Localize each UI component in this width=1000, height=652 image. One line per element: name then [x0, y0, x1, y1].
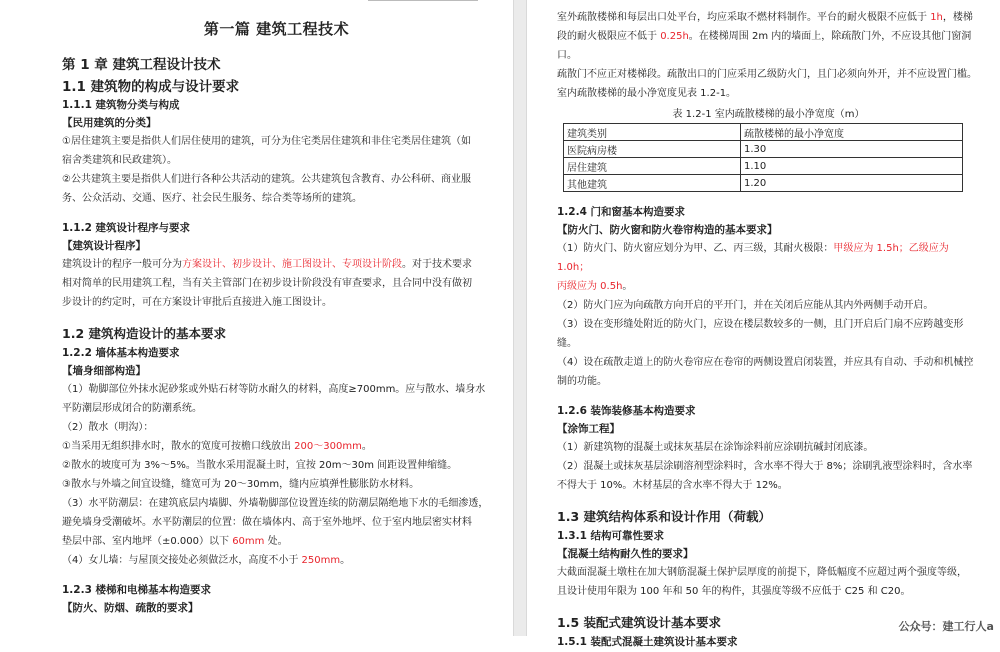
paragraph-line: （2）混凝土或抹灰基层涂刷溶剂型涂料时，含水率不得大于 8%；涂刷乳液型涂料时，含水率 [557, 461, 973, 472]
highlight-text: 丙级应为 0.5h [557, 281, 623, 292]
text-run: 。在楼梯周围 2m 内的墙面上，除疏散门外，不应设其他门窗洞口。 [557, 31, 972, 61]
text-run: 。 [622, 281, 633, 292]
page-gap [514, 0, 526, 636]
paragraph-line: （2）散水（明沟）： [62, 422, 154, 433]
subsection-1-2-2-title: 1.2.2 墙体基本构造要求 [62, 347, 180, 359]
paragraph-line: （1）勒脚部位外抹水泥砂浆或外贴石材等防水耐久的材料，高度≥700mm。应与散水、墙身水 [62, 384, 486, 395]
text-run: ①当采用无组织排水时，散水的宽度可按檐口线放出 [62, 441, 295, 452]
highlight-text: 250mm [301, 555, 341, 566]
text-run: （1）防火门、防火窗应划分为甲、乙、丙三级，其耐火极限： [557, 243, 834, 254]
section-1-2-title: 1.2 建筑构造设计的基本要求 [62, 326, 226, 341]
paragraph-line: ③散水与外墙之间宜设缝，缝宽可为 20～30mm，缝内应填弹性膨胀防水材料。 [62, 479, 420, 490]
bracket-heading-fire: 【防火、防烟、疏散的要求】 [62, 602, 199, 614]
subsection-1-2-4-title: 1.2.4 门和窗基本构造要求 [557, 206, 686, 218]
left-content [62, 10, 491, 617]
bracket-heading-wall: 【墙身细部构造】 [62, 365, 146, 377]
text-run: 。 [340, 555, 351, 566]
paragraph-line: （2）防火门应为向疏散方向开启的平开门，并在关闭后应能从其内外两侧手动开启。 [557, 300, 934, 311]
table-cell: 1.30 [741, 141, 963, 158]
table-cell: 1.20 [741, 175, 963, 192]
text-run: 。 [361, 441, 372, 452]
highlight-text: 甲级应为 1.5h；乙级应为 1.0h； [557, 243, 949, 273]
subsection-1-2-3-title: 1.2.3 楼梯和电梯基本构造要求 [62, 584, 212, 596]
section-1-5-title: 1.5 装配式建筑设计基本要求 [557, 615, 721, 630]
text-run: 。对于技术要求 [402, 259, 472, 270]
paragraph-line [557, 8, 980, 27]
paragraph-line: 大截面混凝土墩柱在加大钢筋混凝土保护层厚度的前提下，降低幅度不应超过两个强度等级， [557, 567, 967, 578]
stair-width-table [563, 123, 963, 192]
text-run: 段的耐火极限应不低于 [557, 31, 661, 42]
table-header-cell: 建筑类别 [564, 124, 741, 141]
paragraph-line: ①居住建筑主要是指供人们居住使用的建筑，可分为住宅类居住建筑和非住宅类居住建筑（如 [62, 136, 471, 147]
paragraph-line: 平防潮层形成闭合的防潮系统。 [62, 403, 202, 414]
paragraph-line [62, 437, 491, 456]
highlight-text: 60mm [232, 536, 265, 547]
paragraph-line: （3）水平防潮层：在建筑底层内墙脚、外墙勒脚部位设置连续的防潮层隔绝地下水的毛细渗透， [62, 498, 489, 509]
text-run: 处。 [264, 536, 288, 547]
table-cell: 其他建筑 [564, 175, 741, 192]
chapter-title: 第 1 章 建筑工程设计技术 [62, 57, 221, 73]
right-page [526, 0, 1000, 648]
paragraph-line [557, 27, 980, 65]
paragraph-line: 不得大于 10%。木材基层的含水率不得大于 12%。 [557, 480, 788, 491]
paragraph-line: 制的功能。 [557, 376, 607, 387]
text-run: 垫层中部、室内地坪（±0.000）以下 [62, 536, 233, 547]
table-cell: 医院病房楼 [564, 141, 741, 158]
text-run: 建筑设计的程序一般可分为 [62, 259, 182, 270]
section-1-3-title: 1.3 建筑结构体系和设计作用（荷载） [557, 509, 771, 524]
right-content [557, 8, 980, 652]
paragraph-line: 步设计的约定时，可在方案设计审批后直接进入施工图设计。 [62, 297, 332, 308]
text-run: ，楼梯 [942, 12, 973, 23]
subsection-1-1-1-title: 1.1.1 建筑物分类与构成 [62, 99, 180, 111]
subsection-1-1-2-title: 1.1.2 建筑设计程序与要求 [62, 222, 191, 234]
bracket-heading-paint: 【涂饰工程】 [557, 423, 620, 435]
table-header-row [564, 124, 963, 141]
table-row [564, 158, 963, 175]
table-row [564, 175, 963, 192]
table-caption: 表 1.2-1 室内疏散楼梯的最小净宽度（m） [672, 109, 865, 120]
highlight-text: 0.25h [660, 31, 689, 42]
watermark-text: 公众号：建工行人a [898, 620, 994, 633]
section-1-1-title: 1.1 建筑物的构成与设计要求 [62, 79, 240, 95]
paragraph-line [557, 277, 980, 296]
bracket-heading-civil: 【民用建筑的分类】 [62, 117, 157, 129]
table-row [564, 141, 963, 158]
paragraph-line [557, 239, 980, 277]
bracket-heading-durability: 【混凝土结构耐久性的要求】 [557, 548, 694, 560]
page-top-rule [368, 0, 478, 5]
paragraph-line: 宿舍类建筑和民政建筑）。 [62, 155, 177, 166]
text-run: 室外疏散楼梯和每层出口处平台，均应采取不燃材料制作。平台的耐火极限不应低于 [557, 12, 931, 23]
paragraph-line: ②公共建筑主要是指供人们进行各种公共活动的建筑。公共建筑包含教育、办公科研、商业服 [62, 174, 471, 185]
paragraph-line: 务、公众活动、交通、医疗、社会民生服务、综合类等场所的建筑。 [62, 193, 362, 204]
paragraph-line: 相对简单的民用建筑工程，当有关主管部门在初步设计阶段没有审查要求，且合同中没有做初 [62, 278, 472, 289]
paragraph-line [62, 532, 491, 551]
subsection-1-5-1-title: 1.5.1 装配式混凝土建筑设计基本要求 [557, 636, 738, 648]
paragraph-line: ②散水的坡度可为 3%～5%。当散水采用混凝土时，宜按 20m～30m 间距设置伸缩缝。 [62, 460, 458, 471]
subsection-1-3-1-title: 1.3.1 结构可靠性要求 [557, 530, 665, 542]
bracket-heading-door: 【防火门、防火窗和防火卷帘构造的基本要求】 [557, 224, 778, 236]
bracket-heading-procedure: 【建筑设计程序】 [62, 240, 146, 252]
table-cell: 居住建筑 [564, 158, 741, 175]
paragraph-line [62, 255, 491, 274]
text-run: （4）女儿墙：与屋顶交接处必须做泛水，高度不小于 [62, 555, 302, 566]
paragraph-line: 避免墙身受潮破坏。水平防潮层的位置：做在墙体内、高于室外地坪、位于室内地层密实材料 [62, 517, 472, 528]
table-header-cell: 疏散楼梯的最小净宽度 [741, 124, 963, 141]
paragraph-line: 室内疏散楼梯的最小净宽度见表 1.2-1。 [557, 88, 737, 99]
paragraph-line: 且设计使用年限为 100 年和 50 年的构件，其强度等级不应低于 C25 和 C20。 [557, 586, 911, 597]
highlight-text: 200～300mm [294, 441, 362, 452]
paragraph-line: （3）设在变形缝处附近的防火门，应设在楼层数较多的一侧，且门开启后门扇不应跨越变形缝。 [557, 319, 964, 349]
paragraph-line [62, 551, 491, 570]
paragraph-line: 疏散门不应正对楼梯段。疏散出口的门应采用乙级防火门，且门必须向外开，并不应设置门槛。 [557, 69, 977, 80]
subsection-1-2-6-title: 1.2.6 装饰装修基本构造要求 [557, 405, 696, 417]
paragraph-line: （1）新建筑物的混凝土或抹灰基层在涂饰涂料前应涂刷抗碱封闭底漆。 [557, 442, 874, 453]
table-cell: 1.10 [741, 158, 963, 175]
part-title: 第一篇 建筑工程技术 [203, 20, 350, 38]
paragraph-line: （4）设在疏散走道上的防火卷帘应在卷帘的两侧设置启闭装置，并应具有自动、手动和机械控 [557, 357, 974, 368]
highlight-text: 1h [930, 12, 943, 23]
highlight-text: 方案设计、初步设计、施工图设计、专项设计阶段 [182, 259, 402, 270]
